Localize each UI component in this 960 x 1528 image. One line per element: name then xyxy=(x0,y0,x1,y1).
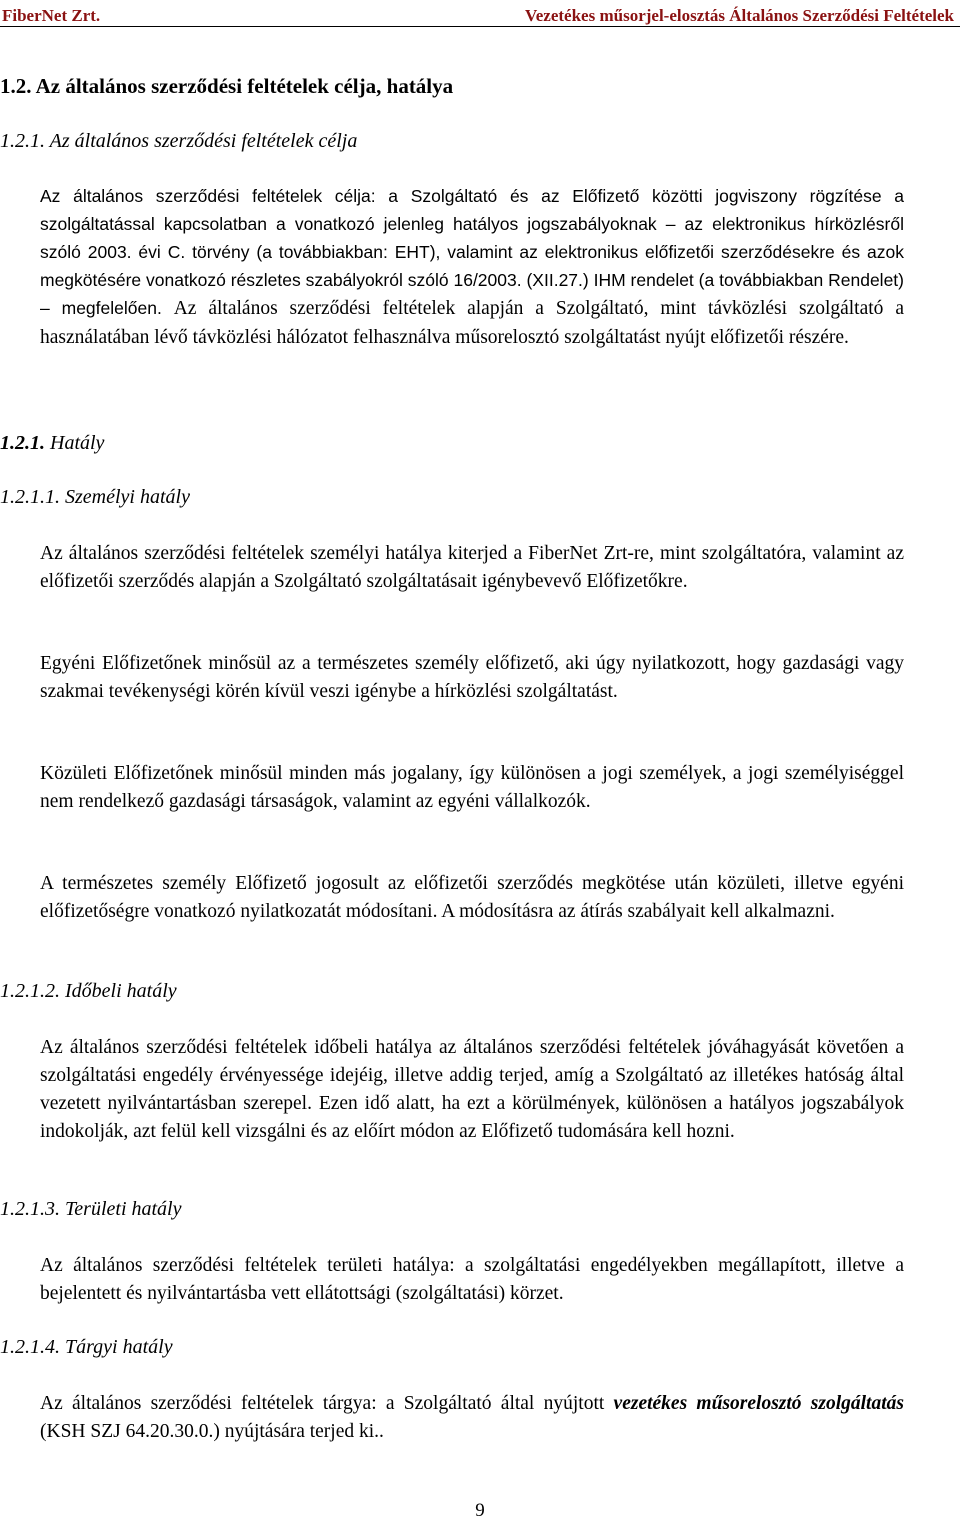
subsection-heading-1-2-1: 1.2.1. Az általános szerződési feltételek célja xyxy=(0,130,358,152)
idobeli-paragraph: Az általános szerződési feltételek időbeli hatálya az általános szerződési feltételek jóváhagyását követően a szolgáltatási engedély érvényessége idejéig, illetve addig terjed, amíg a Szolgáltató az illetékes hatóság által vezetett nyilvántartásban szerepel. Ezen idő alatt, ha ezt a körülmények, különösen a hatályos jogszabályok indokolják, azt felül kell vizsgálni és az előírt módon az Előfizető tudomására kell hozni. xyxy=(40,1037,904,1142)
hataly-title: Hatály xyxy=(50,432,105,454)
purpose-paragraph xyxy=(40,182,904,352)
header-company: FiberNet Zrt. xyxy=(2,6,101,25)
page-header xyxy=(0,4,960,27)
section-heading-1-2 xyxy=(0,74,960,99)
section-title: Az általános szerződési feltételek célja, hatálya xyxy=(35,74,454,98)
szemelyi-heading: 1.2.1.1. Személyi hatály xyxy=(0,486,190,508)
section-number: 1.2. xyxy=(0,74,32,98)
szemelyi-paragraph-2: Egyéni Előfizetőnek minősül az a természetes személy előfizető, aki úgy nyilatkozott, hogy gazdasági vagy szakmai tevékenységi körén kívül veszi igénybe a hírközlési szolgáltatást. xyxy=(40,653,904,702)
purpose-sans-text: Az általános szerződési feltételek célja: a Szolgáltató és az Előfizető közötti jogviszony rögzítése a szolgáltatással kapcsolatban a vonatkozó jelenleg hatályos jogszabályoknak – az elektronikus hírközlésről szóló 2003. évi C. törvény (a továbbiakban: EHT), valamint az elektronikus előfizetői szerződésekre és azok megkötésére vonatkozó részletes szabályokról szóló 16/2003. (XII.27.) IHM rendelet (a továbbiakban Rendelet) – megfelelően. xyxy=(40,186,904,318)
targyi-text-end: (KSH SZJ 64.20.30.0.) nyújtására terjed ki.. xyxy=(40,1421,384,1442)
szemelyi-paragraph-1: Az általános szerződési feltételek személyi hatálya kiterjed a FiberNet Zrt-re, mint szolgáltatóra, valamint az előfizetői szerződés alapján a Szolgáltató szolgáltatásait igénybevevő Előfizetőkre. xyxy=(40,543,904,592)
targyi-emphasis: vezetékes műsorelosztó szolgáltatás xyxy=(613,1393,904,1414)
teruleti-paragraph: Az általános szerződési feltételek területi hatálya: a szolgáltatási engedélyekben megállapított, illetve a bejelentett és nyilvántartásba vett ellátottsági (szolgáltatási) körzet. xyxy=(40,1255,904,1304)
targyi-heading: 1.2.1.4. Tárgyi hatály xyxy=(0,1336,173,1358)
targyi-paragraph xyxy=(40,1390,904,1446)
szemelyi-paragraph-3: Közületi Előfizetőnek minősül minden más jogalany, így különösen a jogi személyek, a jogi személyiséggel nem rendelkező gazdasági társaságok, valamint az egyéni vállalkozók. xyxy=(40,763,904,812)
hataly-heading xyxy=(0,432,960,455)
purpose-serif-text: Az általános szerződési feltételek alapján a Szolgáltató, mint távközlési szolgáltató a használatában lévő távközlési hálózatot felhasználva műsorelosztó szolgáltatást nyújt előfizetői részére. xyxy=(40,298,904,348)
header-doc-title: Vezetékes műsorjel-elosztás Általános Szerződési Feltételek xyxy=(525,6,954,25)
hataly-number: 1.2.1. xyxy=(0,432,45,454)
teruleti-heading: 1.2.1.3. Területi hatály xyxy=(0,1198,182,1220)
page-number: 9 xyxy=(475,1500,485,1521)
targyi-text-start: Az általános szerződési feltételek tárgya: a Szolgáltató által nyújtott xyxy=(40,1393,614,1414)
szemelyi-paragraph-4: A természetes személy Előfizető jogosult az előfizetői szerződés megkötése után közületi, illetve egyéni előfizetőségre vonatkozó nyilatkozatát módosítani. A módosításra az átírás szabályait kell alkalmazni. xyxy=(40,873,904,922)
idobeli-heading: 1.2.1.2. Időbeli hatály xyxy=(0,980,177,1002)
